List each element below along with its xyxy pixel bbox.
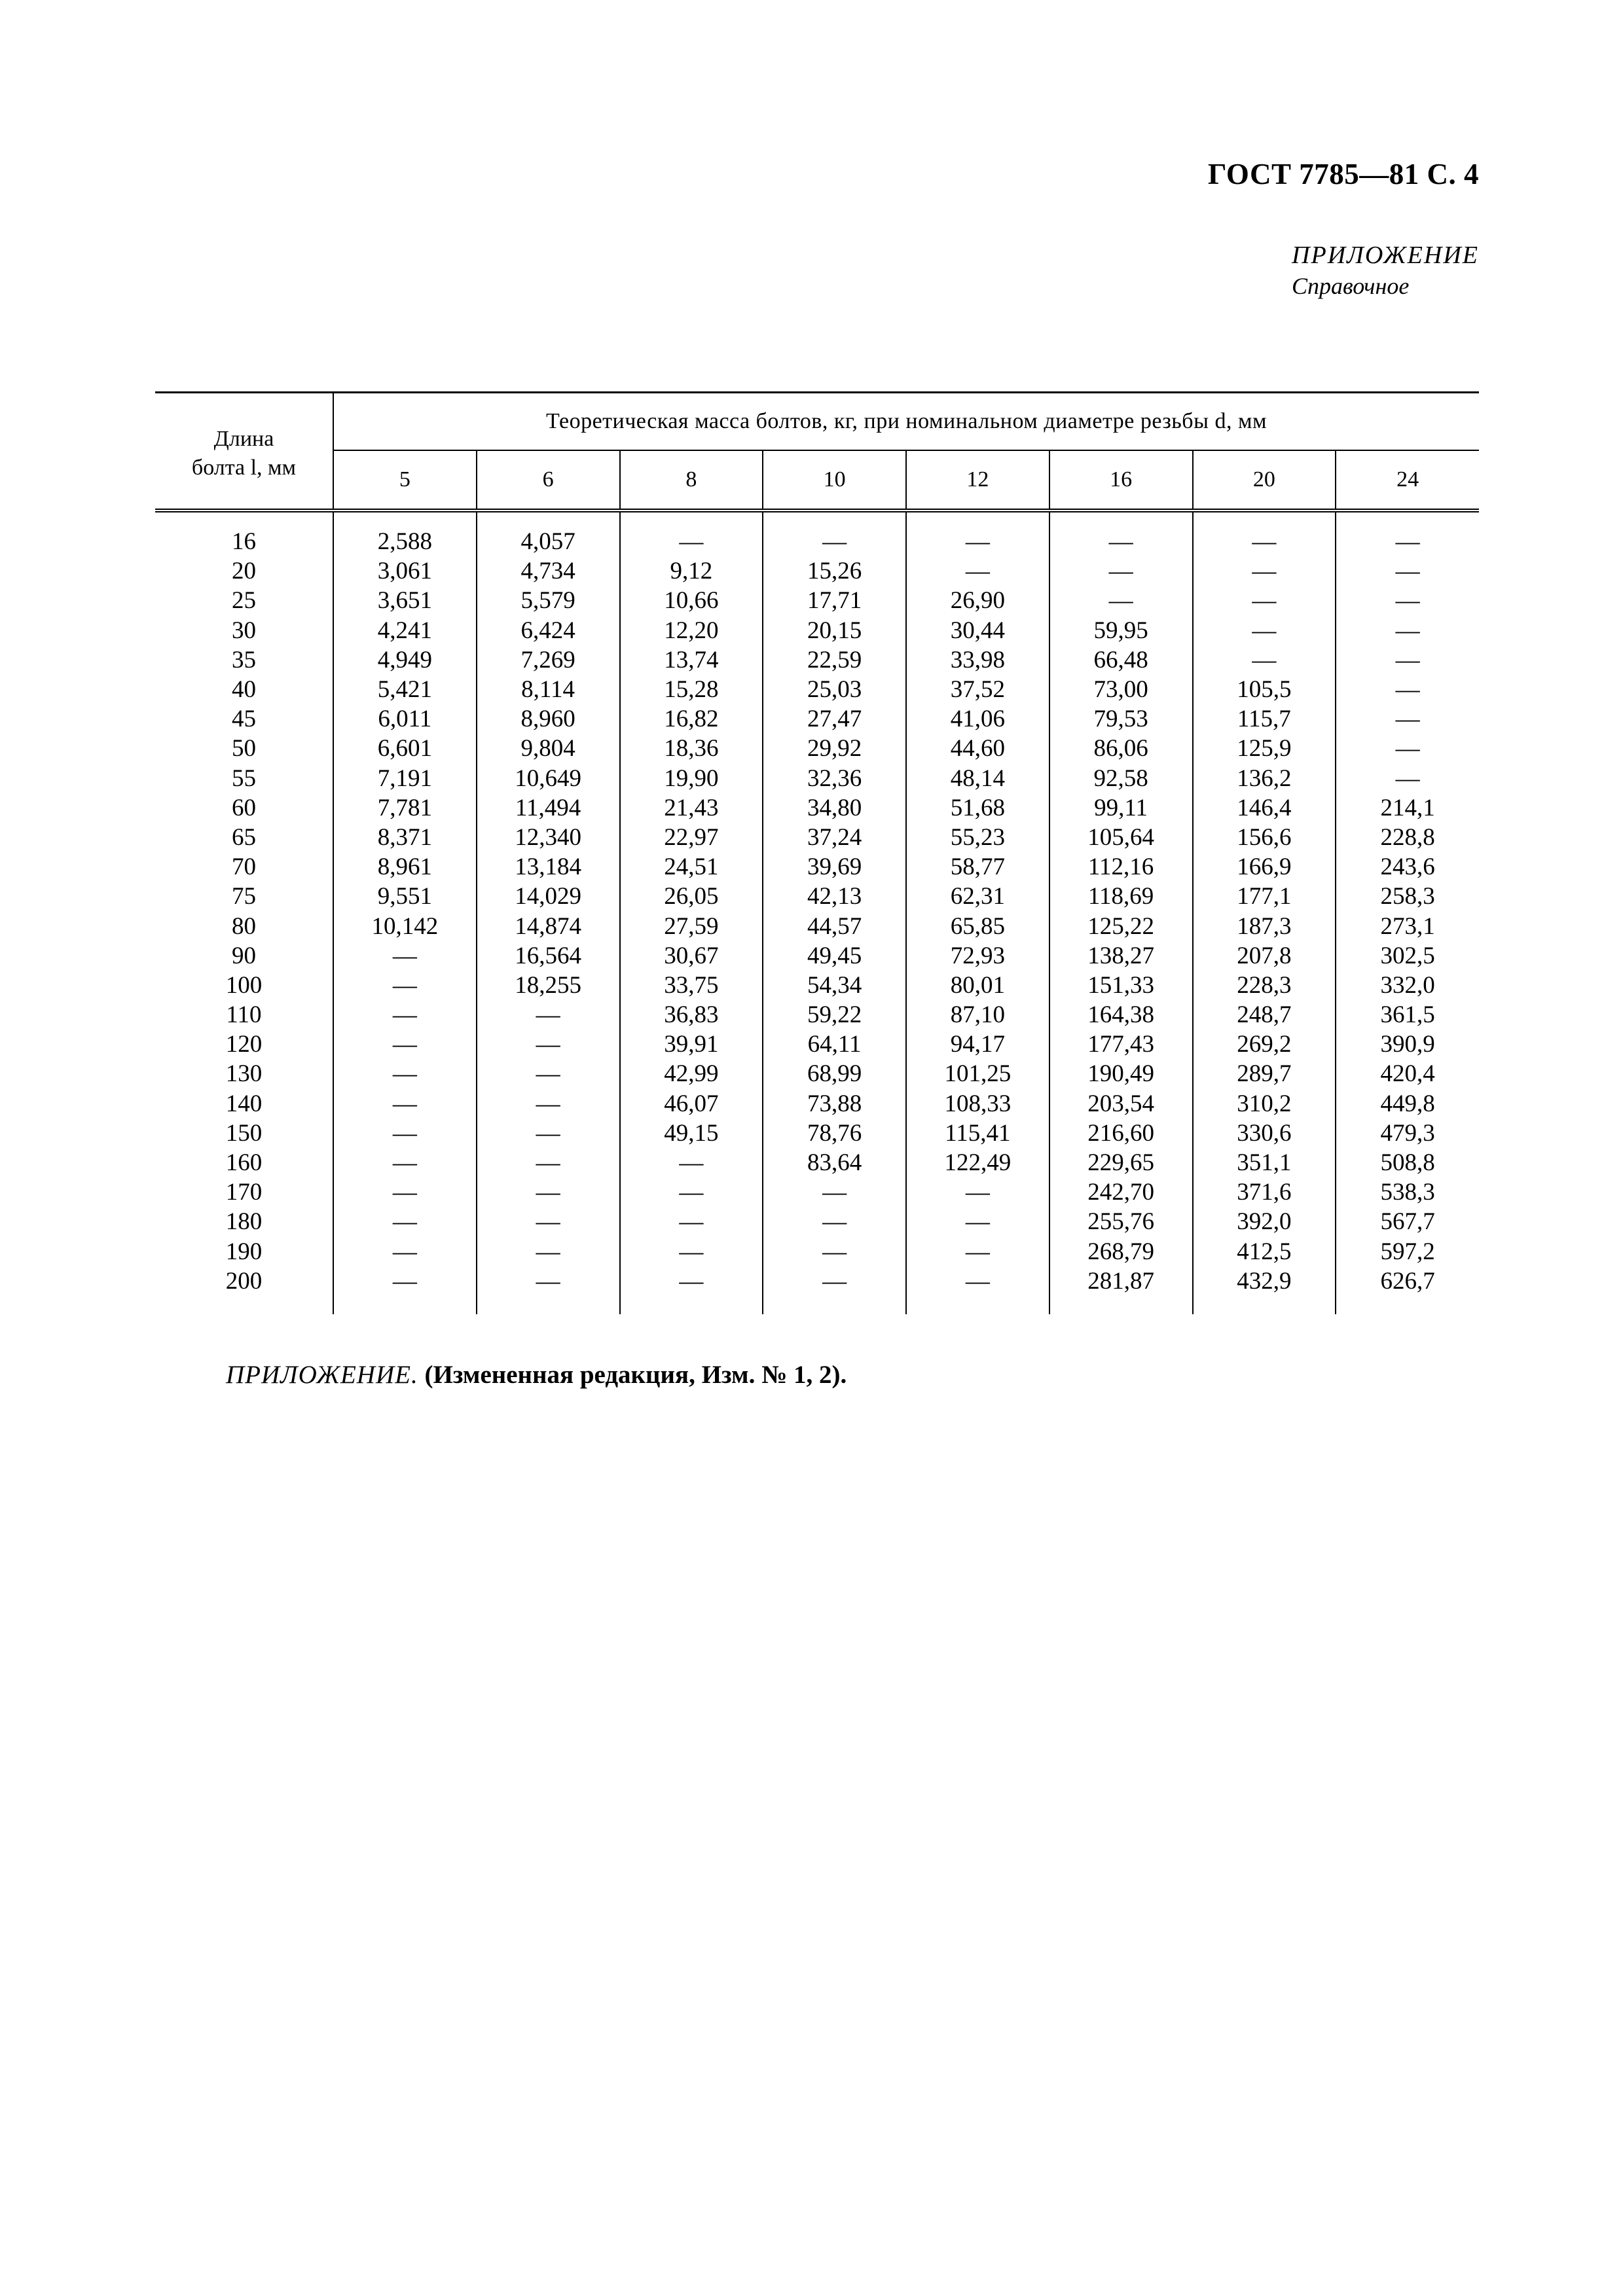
diameter-header-8: 8 [620,450,763,511]
mass-cell-d24: 538,3 [1380,1179,1435,1206]
mass-cell-d8: 36,83 [620,1000,763,1030]
mass-cell-d16: 92,58 [1049,764,1193,793]
mass-cell-d6: 11,494 [477,793,620,823]
mass-cell-d16: 105,64 [1049,823,1193,852]
mass-cell-d10: 37,24 [763,823,906,852]
mass-cell-d12: 87,10 [906,1000,1049,1030]
mass-cell-d8: 46,07 [620,1089,763,1119]
diameter-header-20: 20 [1193,450,1336,511]
mass-cell-d20: 125,9 [1193,734,1336,763]
mass-cell-d12: 48,14 [906,764,1049,793]
length-column-header [155,393,333,511]
mass-cell-d12: 62,31 [906,882,1049,911]
mass-cell-d10: 34,80 [763,793,906,823]
table-row [155,734,1479,763]
mass-cell-d24: 626,7 [1380,1267,1435,1295]
mass-cell-d20: 115,7 [1193,704,1336,734]
mass-cell-d16: 138,27 [1049,941,1193,971]
mass-cell-d6: 9,804 [477,734,620,763]
mass-cell-d10: 49,45 [763,941,906,971]
bolt-length-cell: 30 [155,616,333,645]
mass-cell-d10: 22,59 [763,645,906,675]
mass-cell-d20: 166,9 [1193,852,1336,882]
document-reference: ГОСТ 7785—81 С. 4 [1207,158,1479,190]
bolt-length-cell: 16 [155,511,333,556]
mass-cell-d6: — [477,1266,620,1314]
mass-cell-d8: 22,97 [620,823,763,852]
mass-cell-d8: 33,75 [620,971,763,1000]
mass-cell-d12: 26,90 [906,586,1049,615]
mass-cell-d5: 7,191 [333,764,477,793]
mass-cell-d10: 64,11 [763,1030,906,1059]
bolt-length-cell: 110 [155,1000,333,1030]
table-row [155,586,1479,615]
mass-cell-d6: 14,874 [477,911,620,941]
table-row [155,511,1479,556]
bolt-length-cell: 200 [155,1266,333,1314]
mass-cell-d16: 59,95 [1049,616,1193,645]
mass-cell-d12: 55,23 [906,823,1049,852]
mass-cell-d20: — [1193,645,1336,675]
mass-cell-d10: 42,13 [763,882,906,911]
mass-cell-d6: 8,114 [477,675,620,704]
mass-cell-d10: 78,76 [763,1119,906,1148]
table-row [155,882,1479,911]
mass-cell-d6: 6,424 [477,616,620,645]
mass-cell-d12: 122,49 [906,1148,1049,1177]
mass-cell-d24: 420,4 [1380,1060,1435,1088]
mass-cell-d6: — [477,1237,620,1266]
mass-cell-d10: — [763,1266,906,1314]
mass-cell-d6: 13,184 [477,852,620,882]
diameter-header-16: 16 [1049,450,1193,511]
table-row [155,823,1479,852]
mass-cell-d8: — [620,1237,763,1266]
mass-cell-d5: 4,949 [333,645,477,675]
mass-cell-d24: 243,6 [1380,853,1435,881]
mass-cell-d10: 59,22 [763,1000,906,1030]
mass-cell-d5: — [333,1177,477,1207]
mass-cell-d20: 289,7 [1193,1059,1336,1088]
table-row [155,1030,1479,1059]
mass-cell-d20: 248,7 [1193,1000,1336,1030]
mass-cell-d12: 72,93 [906,941,1049,971]
mass-cell-d10: 20,15 [763,616,906,645]
mass-cell-d8: 13,74 [620,645,763,675]
table-row [155,764,1479,793]
mass-cell-d6: — [477,1177,620,1207]
mass-cell-d8: 49,15 [620,1119,763,1148]
mass-cell-d10: 83,64 [763,1148,906,1177]
mass-cell-d5: 3,651 [333,586,477,615]
mass-cell-d24: — [1395,676,1420,704]
mass-cell-d12: 37,52 [906,675,1049,704]
bolt-length-cell: 40 [155,675,333,704]
mass-cell-d5: — [333,941,477,971]
appendix-label [1292,241,1479,300]
mass-cell-d10: — [763,1177,906,1207]
table-row [155,1177,1479,1207]
mass-cell-d16: — [1049,586,1193,615]
mass-cell-d10: 44,57 [763,911,906,941]
bolt-length-cell: 45 [155,704,333,734]
table-row [155,1119,1479,1148]
mass-cell-d8: 18,36 [620,734,763,763]
bolt-length-cell: 20 [155,556,333,586]
mass-cell-d5: — [333,1148,477,1177]
mass-cell-d16: 216,60 [1049,1119,1193,1148]
mass-cell-d5: 9,551 [333,882,477,911]
mass-cell-d8: 12,20 [620,616,763,645]
mass-cell-d6: 18,255 [477,971,620,1000]
table-row [155,675,1479,704]
table-row [155,1000,1479,1030]
mass-cell-d10: 32,36 [763,764,906,793]
mass-cell-d8: 39,91 [620,1030,763,1059]
mass-cell-d5: 8,371 [333,823,477,852]
mass-cell-d12: 33,98 [906,645,1049,675]
table-row [155,911,1479,941]
mass-cell-d24: 479,3 [1380,1119,1435,1147]
mass-cell-d8: — [620,511,763,556]
mass-cell-d16: 268,79 [1049,1237,1193,1266]
mass-cell-d16: 125,22 [1049,911,1193,941]
bolt-length-cell: 150 [155,1119,333,1148]
mass-cell-d24: — [1395,617,1420,644]
table-row [155,793,1479,823]
mass-cell-d16: 190,49 [1049,1059,1193,1088]
mass-cell-d6: 16,564 [477,941,620,971]
bolt-length-cell: 35 [155,645,333,675]
mass-cell-d24: 567,7 [1380,1208,1435,1236]
mass-cell-d24: 214,1 [1380,794,1435,821]
mass-cell-d10: 27,47 [763,704,906,734]
length-header-line2: болта l, мм [191,456,297,480]
bolt-length-cell: 50 [155,734,333,763]
appendix-title: ПРИЛОЖЕНИЕ [1292,242,1479,269]
mass-cell-d5: — [333,1207,477,1236]
mass-cell-d16: 73,00 [1049,675,1193,704]
mass-cell-d6: 4,057 [477,511,620,556]
mass-cell-d24: — [1395,646,1420,673]
mass-cell-d8: 15,28 [620,675,763,704]
mass-cell-d8: 27,59 [620,911,763,941]
mass-cell-d5: 10,142 [333,911,477,941]
mass-cell-d6: 7,269 [477,645,620,675]
mass-cell-d10: 15,26 [763,556,906,586]
mass-cell-d16: 79,53 [1049,704,1193,734]
mass-cell-d16: 99,11 [1049,793,1193,823]
bolt-mass-table [155,391,1479,1314]
table-row [155,1207,1479,1236]
mass-cell-d6: — [477,1030,620,1059]
mass-cell-d5: — [333,1266,477,1314]
mass-cell-d5: — [333,1089,477,1119]
mass-cell-d8: 26,05 [620,882,763,911]
mass-cell-d20: — [1193,556,1336,586]
mass-cell-d16: 66,48 [1049,645,1193,675]
mass-cell-d24: 508,8 [1380,1149,1435,1177]
diameter-header-row [155,450,1479,511]
table-row [155,616,1479,645]
mass-cell-d12: 51,68 [906,793,1049,823]
diameter-header-12: 12 [906,450,1049,511]
bolt-length-cell: 25 [155,586,333,615]
appendix-subtitle: Справочное [1292,273,1410,299]
length-header-line1: Длина [213,427,274,451]
mass-cell-d20: 330,6 [1193,1119,1336,1148]
mass-cell-d16: 255,76 [1049,1207,1193,1236]
mass-cell-d8: — [620,1207,763,1236]
mass-cell-d20: — [1193,586,1336,615]
mass-cell-d6: — [477,1207,620,1236]
mass-cell-d24: 273,1 [1380,912,1435,940]
mass-cell-d10: 29,92 [763,734,906,763]
mass-cell-d20: 371,6 [1193,1177,1336,1207]
mass-cell-d24: — [1395,764,1420,792]
mass-cell-d12: — [906,1266,1049,1314]
mass-cell-d10: 17,71 [763,586,906,615]
table-row [155,1089,1479,1119]
bolt-length-cell: 140 [155,1089,333,1119]
table-row [155,852,1479,882]
mass-cell-d8: — [620,1266,763,1314]
mass-cell-d24: 332,0 [1380,971,1435,999]
mass-cell-d12: — [906,1207,1049,1236]
mass-cell-d16: 177,43 [1049,1030,1193,1059]
mass-cell-d20: — [1193,616,1336,645]
mass-cell-d12: — [906,556,1049,586]
diameter-header-24: 24 [1336,450,1479,511]
table-body [155,511,1479,1314]
mass-cell-d16: — [1049,511,1193,556]
mass-cell-d12: 101,25 [906,1059,1049,1088]
mass-cell-d24: 258,3 [1380,883,1435,910]
mass-cell-d8: 42,99 [620,1059,763,1088]
mass-cell-d20: 146,4 [1193,793,1336,823]
mass-cell-d10: — [763,1207,906,1236]
mass-cell-d16: 118,69 [1049,882,1193,911]
bolt-length-cell: 90 [155,941,333,971]
mass-cell-d5: 3,061 [333,556,477,586]
diameter-header-6: 6 [477,450,620,511]
bolt-length-cell: 65 [155,823,333,852]
mass-cell-d6: — [477,1148,620,1177]
mass-cell-d20: 392,0 [1193,1207,1336,1236]
mass-cell-d10: 25,03 [763,675,906,704]
mass-cell-d8: 30,67 [620,941,763,971]
mass-cell-d6: 5,579 [477,586,620,615]
bolt-length-cell: 160 [155,1148,333,1177]
footnote [226,1360,847,1390]
mass-cell-d12: 115,41 [906,1119,1049,1148]
mass-cell-d10: — [763,511,906,556]
mass-cell-d12: — [906,511,1049,556]
mass-cell-d5: 4,241 [333,616,477,645]
mass-cell-d12: 94,17 [906,1030,1049,1059]
mass-cell-d16: — [1049,556,1193,586]
table-row [155,1148,1479,1177]
mass-cell-d5: — [333,1030,477,1059]
mass-cell-d16: 229,65 [1049,1148,1193,1177]
mass-cell-d20: 228,3 [1193,971,1336,1000]
table-row [155,1059,1479,1088]
mass-cell-d16: 242,70 [1049,1177,1193,1207]
mass-cell-d5: — [333,1000,477,1030]
mass-cell-d12: 44,60 [906,734,1049,763]
mass-cell-d5: — [333,971,477,1000]
bolt-length-cell: 100 [155,971,333,1000]
mass-cell-d8: 19,90 [620,764,763,793]
bolt-length-cell: 75 [155,882,333,911]
mass-cell-d6: 8,960 [477,704,620,734]
mass-cell-d16: 203,54 [1049,1089,1193,1119]
table-row [155,1266,1479,1314]
bolt-length-cell: 130 [155,1059,333,1088]
mass-cell-d5: 8,961 [333,852,477,882]
mass-cell-d5: — [333,1237,477,1266]
footnote-appendix-ref: ПРИЛОЖЕНИЕ. [226,1361,418,1389]
mass-cell-d10: — [763,1237,906,1266]
mass-cell-d5: 5,421 [333,675,477,704]
mass-cell-d20: 432,9 [1193,1266,1336,1314]
bolt-length-cell: 70 [155,852,333,882]
mass-cell-d6: 12,340 [477,823,620,852]
mass-group-header: Теоретическая масса болтов, кг, при номинальном диаметре резьбы d, мм [333,393,1479,451]
mass-cell-d16: 112,16 [1049,852,1193,882]
mass-cell-d20: — [1193,511,1336,556]
bolt-length-cell: 55 [155,764,333,793]
bolt-length-cell: 80 [155,911,333,941]
mass-cell-d6: 4,734 [477,556,620,586]
mass-cell-d6: — [477,1059,620,1088]
mass-cell-d20: 412,5 [1193,1237,1336,1266]
mass-cell-d12: 58,77 [906,852,1049,882]
mass-cell-d8: — [620,1177,763,1207]
mass-cell-d5: 6,601 [333,734,477,763]
table-row [155,556,1479,586]
table-row [155,704,1479,734]
mass-cell-d10: 73,88 [763,1089,906,1119]
mass-cell-d12: 108,33 [906,1089,1049,1119]
mass-cell-d24: 302,5 [1380,942,1435,969]
mass-cell-d24: 449,8 [1380,1090,1435,1117]
mass-cell-d5: 7,781 [333,793,477,823]
mass-cell-d10: 68,99 [763,1059,906,1088]
mass-cell-d16: 164,38 [1049,1000,1193,1030]
mass-cell-d24: 597,2 [1380,1238,1435,1265]
mass-cell-d12: 30,44 [906,616,1049,645]
mass-cell-d24: — [1395,528,1420,556]
mass-cell-d20: 310,2 [1193,1089,1336,1119]
mass-cell-d20: 269,2 [1193,1030,1336,1059]
mass-cell-d6: — [477,1119,620,1148]
mass-cell-d20: 105,5 [1193,675,1336,704]
mass-cell-d24: — [1395,587,1420,615]
footnote-revision-note: (Измененная редакция, Изм. № 1, 2). [424,1361,847,1389]
mass-cell-d8: — [620,1148,763,1177]
mass-cell-d24: — [1395,735,1420,762]
bolt-length-cell: 170 [155,1177,333,1207]
mass-cell-d12: 80,01 [906,971,1049,1000]
table-row [155,1237,1479,1266]
mass-cell-d16: 86,06 [1049,734,1193,763]
mass-cell-d8: 24,51 [620,852,763,882]
bolt-length-cell: 60 [155,793,333,823]
mass-cell-d24: 361,5 [1380,1001,1435,1029]
mass-cell-d20: 136,2 [1193,764,1336,793]
mass-cell-d24: — [1395,558,1420,585]
mass-cell-d12: — [906,1237,1049,1266]
mass-cell-d20: 156,6 [1193,823,1336,852]
bolt-length-cell: 120 [155,1030,333,1059]
mass-cell-d8: 21,43 [620,793,763,823]
mass-cell-d5: — [333,1059,477,1088]
table-row [155,971,1479,1000]
mass-cell-d16: 151,33 [1049,971,1193,1000]
mass-cell-d6: — [477,1000,620,1030]
mass-cell-d12: 65,85 [906,911,1049,941]
mass-cell-d8: 16,82 [620,704,763,734]
mass-cell-d6: 14,029 [477,882,620,911]
mass-cell-d20: 351,1 [1193,1148,1336,1177]
mass-cell-d5: — [333,1119,477,1148]
mass-cell-d24: 228,8 [1380,823,1435,851]
bolt-length-cell: 190 [155,1237,333,1266]
diameter-header-10: 10 [763,450,906,511]
table-row [155,645,1479,675]
mass-cell-d12: — [906,1177,1049,1207]
mass-cell-d6: 10,649 [477,764,620,793]
mass-cell-d10: 54,34 [763,971,906,1000]
bolt-length-cell: 180 [155,1207,333,1236]
mass-cell-d10: 39,69 [763,852,906,882]
mass-cell-d20: 177,1 [1193,882,1336,911]
mass-cell-d5: 2,588 [333,511,477,556]
mass-cell-d20: 207,8 [1193,941,1336,971]
mass-cell-d6: — [477,1089,620,1119]
mass-cell-d12: 41,06 [906,704,1049,734]
mass-cell-d16: 281,87 [1049,1266,1193,1314]
diameter-header-5: 5 [333,450,477,511]
mass-cell-d24: 390,9 [1380,1031,1435,1058]
mass-cell-d5: 6,011 [333,704,477,734]
mass-cell-d20: 187,3 [1193,911,1336,941]
mass-cell-d8: 10,66 [620,586,763,615]
mass-cell-d24: — [1395,706,1420,733]
table-row [155,941,1479,971]
mass-cell-d8: 9,12 [620,556,763,586]
